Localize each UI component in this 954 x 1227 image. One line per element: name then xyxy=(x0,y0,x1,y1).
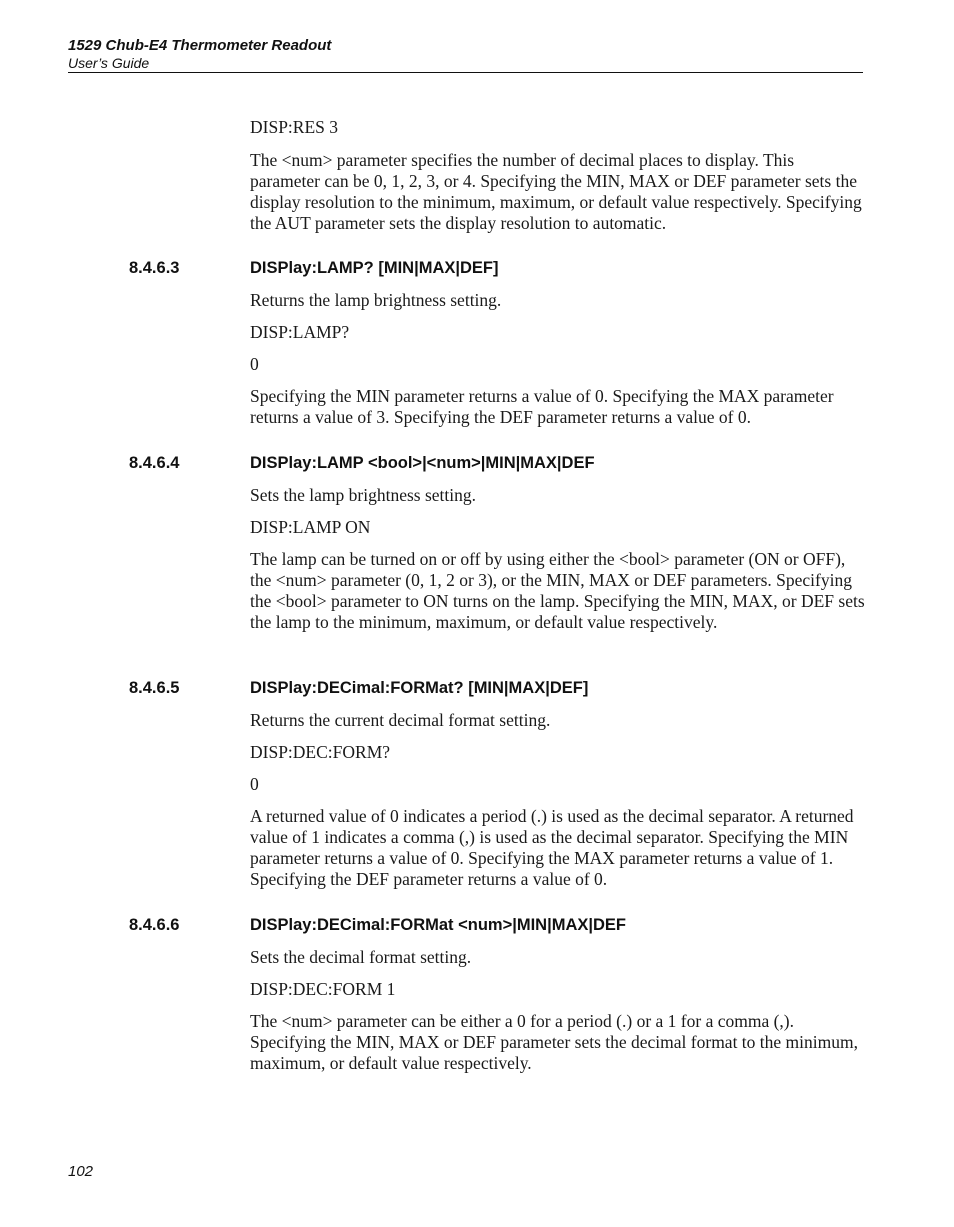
command-example: DISP:LAMP ON xyxy=(250,517,371,537)
document-title: 1529 Chub-E4 Thermometer Readout xyxy=(68,37,332,54)
intro-paragraph: The <num> parameter specifies the number of decimal places to display. This parameter can be 0, 1, 2, 3, or 4. Specifying the MIN, MAX or DEF parameter sets the display resolution to the minimum, maximum, or default value respectively. Specifying the AUT parameter sets the display resolution to automatic. xyxy=(250,150,862,233)
section-description: Returns the current decimal format setting. xyxy=(250,710,551,730)
intro-example: DISP:RES 3 xyxy=(250,117,339,137)
section-description: Sets the decimal format setting. xyxy=(250,947,472,967)
section-description: Sets the lamp brightness setting. xyxy=(250,485,477,505)
page-header xyxy=(68,37,863,71)
command-example: DISP:LAMP? xyxy=(250,322,350,342)
command-response: 0 xyxy=(250,354,259,374)
section-number: 8.4.6.5 xyxy=(129,679,180,697)
section-note: The <num> parameter can be either a 0 for a period (.) or a 1 for a comma (,). Specifying the MIN, MAX or DEF parameter sets the decimal format to the minimum, maximum, or default value respectively. xyxy=(250,1011,858,1073)
section-note: A returned value of 0 indicates a period (.) is used as the decimal separator. A returned value of 1 indicates a comma (,) is used as the decimal separator. Specifying the MIN parameter returns a value of 0. Specifying the MAX parameter returns a value of 1. Specifying the DEF parameter returns a value of 0. xyxy=(250,806,854,889)
section-number: 8.4.6.4 xyxy=(129,454,180,472)
header-divider xyxy=(68,72,863,73)
section-note: Specifying the MIN parameter returns a value of 0. Specifying the MAX parameter returns a value of 3. Specifying the DEF parameter returns a value of 0. xyxy=(250,386,834,427)
document-subtitle: User’s Guide xyxy=(68,55,150,71)
section-description: Returns the lamp brightness setting. xyxy=(250,290,502,310)
section-note: The lamp can be turned on or off by using either the <bool> parameter (ON or OFF), the <num> parameter (0, 1, 2 or 3), or the MIN, MAX or DEF parameters. Specifying the <bool> parameter to ON turns on the lamp. Specifying the MIN, MAX, or DEF sets the lamp to the minimum, maximum, or default value respectively. xyxy=(250,549,865,632)
section-number: 8.4.6.3 xyxy=(129,259,180,277)
section-heading: DISPlay:DECimal:FORMat <num>|MIN|MAX|DEF xyxy=(250,916,626,934)
section-heading: DISPlay:LAMP <bool>|<num>|MIN|MAX|DEF xyxy=(250,454,595,472)
section-number: 8.4.6.6 xyxy=(129,916,180,934)
command-example: DISP:DEC:FORM 1 xyxy=(250,979,396,999)
section-heading: DISPlay:DECimal:FORMat? [MIN|MAX|DEF] xyxy=(250,679,589,697)
command-example: DISP:DEC:FORM? xyxy=(250,742,391,762)
page-number: 102 xyxy=(68,1163,94,1180)
command-response: 0 xyxy=(250,774,259,794)
section-heading: DISPlay:LAMP? [MIN|MAX|DEF] xyxy=(250,259,499,277)
